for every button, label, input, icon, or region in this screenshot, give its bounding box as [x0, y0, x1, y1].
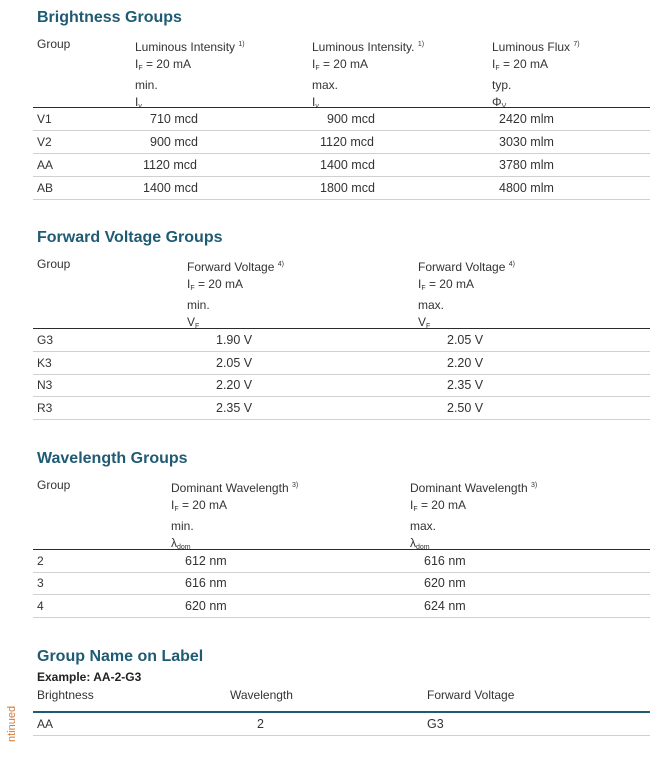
wavelength-group-header: Group [37, 478, 71, 492]
table-cell: 2.05 V [216, 356, 253, 370]
table-cell: 1120 mcd [143, 158, 197, 172]
row-divider [33, 735, 650, 736]
side-continued-text: ntinued [6, 705, 18, 742]
row-divider [33, 572, 650, 573]
table-cell: 2.20 V [447, 356, 484, 370]
row-divider [33, 130, 650, 131]
row-divider [33, 351, 650, 352]
table-cell: 1120 mcd [320, 135, 374, 149]
table-cell: 612 nm [185, 554, 227, 568]
row-divider [33, 396, 650, 397]
label-value-forward-voltage: G3 [427, 717, 444, 731]
voltage-col2-header: Forward Voltage $^{4)}$ $I_F = 20$ mA max. $V_F$ [418, 260, 515, 330]
wavelength-col2-header: Dominant Wavelength $^{3)}$ $I_F = 20$ mA max. $\lambda_{dom}$ [410, 481, 538, 551]
table-cell: 1400 mcd [143, 181, 198, 195]
label-header-wavelength: Wavelength [230, 688, 293, 702]
row-divider [33, 374, 650, 375]
table-cell: 624 nm [424, 599, 466, 613]
voltage-header-rule [33, 328, 650, 329]
table-cell: V1 [37, 112, 52, 126]
table-cell: V2 [37, 135, 52, 149]
table-cell: 616 nm [185, 576, 227, 590]
table-cell: 2.20 V [216, 378, 253, 392]
label-example: Example: AA-2-G3 [37, 670, 142, 684]
table-cell: 4 [37, 599, 44, 613]
table-cell: 2420 mlm [499, 112, 554, 126]
table-cell: N3 [37, 378, 53, 392]
row-divider [33, 419, 650, 420]
row-divider [33, 199, 650, 200]
table-cell: 900 mcd [150, 135, 198, 149]
table-cell: R3 [37, 401, 53, 415]
wavelength-col1-header: Dominant Wavelength $^{3)}$ $I_F = 20$ mA min. $\lambda_{dom}$ [171, 481, 299, 551]
label-value-wavelength: 2 [257, 717, 264, 731]
wavelength-header-rule [33, 549, 650, 550]
table-cell: 2.35 V [216, 401, 253, 415]
brightness-header-rule [33, 107, 650, 108]
brightness-col3-header: Luminous Flux $^{7)}$ $I_F = 20$ mA typ. $\Phi_V$ [492, 40, 580, 110]
brightness-col2-header: Luminous Intensity. $^{1)}$ $I_F = 20$ mA max. $I_v$ [312, 40, 425, 110]
table-cell: 1400 mcd [320, 158, 375, 172]
label-header-forward-voltage: Forward Voltage [427, 688, 515, 702]
table-cell: 2.35 V [447, 378, 484, 392]
label-header-brightness: Brightness [37, 688, 94, 702]
table-cell: 620 nm [424, 576, 466, 590]
table-cell: 900 mcd [327, 112, 375, 126]
brightness-group-header: Group [37, 37, 71, 51]
brightness-groups-title: Brightness Groups [37, 9, 182, 26]
table-cell: G3 [37, 333, 54, 347]
table-cell: 3780 mlm [499, 158, 554, 172]
brightness-col1-header: Luminous Intensity $^{1)}$ $I_F = 20$ mA min. $I_v$ [135, 40, 245, 110]
table-cell: AB [37, 181, 54, 195]
table-cell: 2 [37, 554, 44, 568]
table-cell: 2.50 V [447, 401, 484, 415]
group-name-on-label-title: Group Name on Label [37, 648, 204, 665]
table-cell: K3 [37, 356, 52, 370]
label-value-brightness: AA [37, 717, 54, 731]
voltage-col1-header: Forward Voltage $^{4)}$ $I_F = 20$ mA min. $V_F$ [187, 260, 284, 330]
label-header-rule [33, 711, 650, 713]
row-divider [33, 153, 650, 154]
row-divider [33, 594, 650, 595]
table-cell: 3 [37, 576, 44, 590]
table-cell: 3030 mlm [499, 135, 554, 149]
table-cell: 1.90 V [216, 333, 253, 347]
row-divider [33, 617, 650, 618]
table-cell: AA [37, 158, 54, 172]
voltage-group-header: Group [37, 257, 71, 271]
table-cell: 4800 mlm [499, 181, 554, 195]
table-cell: 620 nm [185, 599, 227, 613]
row-divider [33, 176, 650, 177]
forward-voltage-groups-title: Forward Voltage Groups [37, 229, 223, 246]
table-cell: 616 nm [424, 554, 466, 568]
table-cell: 1800 mcd [320, 181, 375, 195]
table-cell: 2.05 V [447, 333, 484, 347]
wavelength-groups-title: Wavelength Groups [37, 450, 188, 467]
table-cell: 710 mcd [150, 112, 198, 126]
